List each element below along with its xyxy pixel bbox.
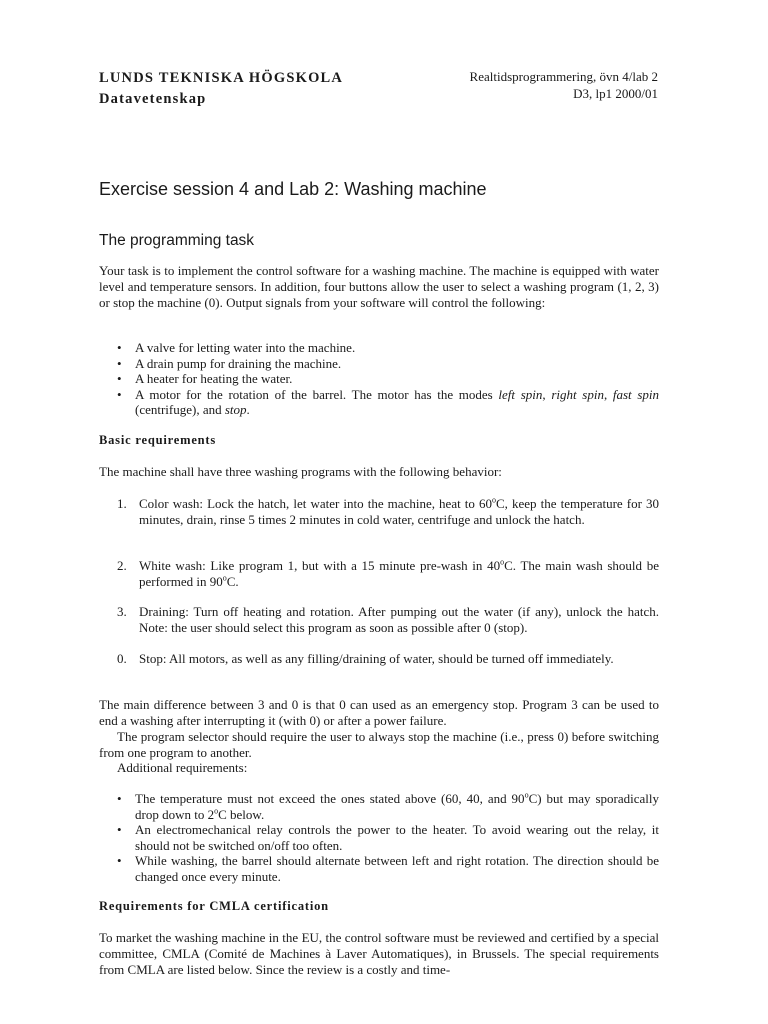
difference-paragraph: The main difference between 3 and 0 is that 0 can used as an emergency stop. Program 3 can be used to end a washing after interrupting it (with 0) or after a power failure.	[99, 697, 659, 728]
department-name: Datavetenskap	[99, 91, 207, 107]
list-item: • A valve for letting water into the machine.	[117, 340, 356, 355]
list-item: 2. White wash: Like program 1, but with a 15 minute pre-wash in 40$^o$C. The main wash should be performed in 90$^o$C.	[117, 557, 659, 589]
list-item: • The temperature must not exceed the ones stated above (60, 40, and 90$^o$C) but may sporadically drop down to 2$^o$C below.	[117, 790, 659, 822]
list-item: • A drain pump for draining the machine.	[117, 355, 342, 371]
section-heading-programming: The programming task	[99, 232, 255, 249]
document-header-right	[470, 68, 658, 102]
basic-requirements-heading: Basic requirements	[99, 433, 217, 447]
program-list	[117, 496, 659, 527]
additional-requirements-label: Additional requirements:	[117, 760, 248, 775]
additional-requirements-list	[117, 791, 659, 884]
list-item: 3. Draining: Turn off heating and rotation. After pumping out the water (if any), unlock the hatch. Note: the user should select this program as soon as possible after 0 (stop).	[117, 604, 659, 635]
list-item: • While washing, the barrel should alternate between left and right rotation. The direction should be changed once every minute.	[117, 853, 659, 884]
program-list	[117, 651, 659, 667]
university-name: LUNDS TEKNISKA HÖGSKOLA	[99, 70, 344, 86]
list-item: • A heater for heating the water.	[117, 371, 293, 386]
program-list	[117, 558, 659, 589]
intro-paragraph: Your task is to implement the control software for a washing machine. The machine is equipped with water level and temperature sensors. In addition, four buttons allow the user to select a washing program (1, 2, 3) or stop the machine (0). Output signals from your software will control the following:	[99, 263, 659, 310]
term-info: D3, lp1 2000/01	[573, 86, 658, 101]
selector-paragraph: The program selector should require the user to always stop the machine (i.e., press 0) before switching from one program to another.	[99, 729, 659, 760]
document-header-left	[99, 68, 343, 110]
cmla-paragraph: To market the washing machine in the EU, the control software must be reviewed and certified by a special committee, CMLA (Comité de Machines à Laver Automatiques), in Brussels. The special requirements from CMLA are listed below. Since the review is a costly and time-	[99, 930, 659, 977]
list-item: • A motor for the rotation of the barrel. The motor has the modes left spin, right spin, fast spin (centrifuge), and stop.	[117, 386, 660, 417]
cmla-heading: Requirements for CMLA certification	[99, 899, 329, 913]
list-item: 1. Color wash: Lock the hatch, let water into the machine, heat to 60$^o$C, keep the temperature for 30 minutes, drain, rinse 5 times 2 minutes in cold water, centrifuge and unlock the hatch.	[117, 495, 660, 527]
basic-intro: The machine shall have three washing programs with the following behavior:	[99, 464, 502, 479]
page-title: Exercise session 4 and Lab 2: Washing machine	[99, 179, 487, 199]
course-info: Realtidsprogrammering, övn 4/lab 2	[469, 69, 658, 84]
controls-list	[117, 340, 659, 418]
list-item: 0. Stop: All motors, as well as any filling/draining of water, should be turned off immediately.	[117, 651, 614, 666]
program-list	[117, 604, 659, 635]
list-item: • An electromechanical relay controls the power to the heater. To avoid wearing out the relay, it should not be switched on/off too often.	[117, 822, 659, 853]
